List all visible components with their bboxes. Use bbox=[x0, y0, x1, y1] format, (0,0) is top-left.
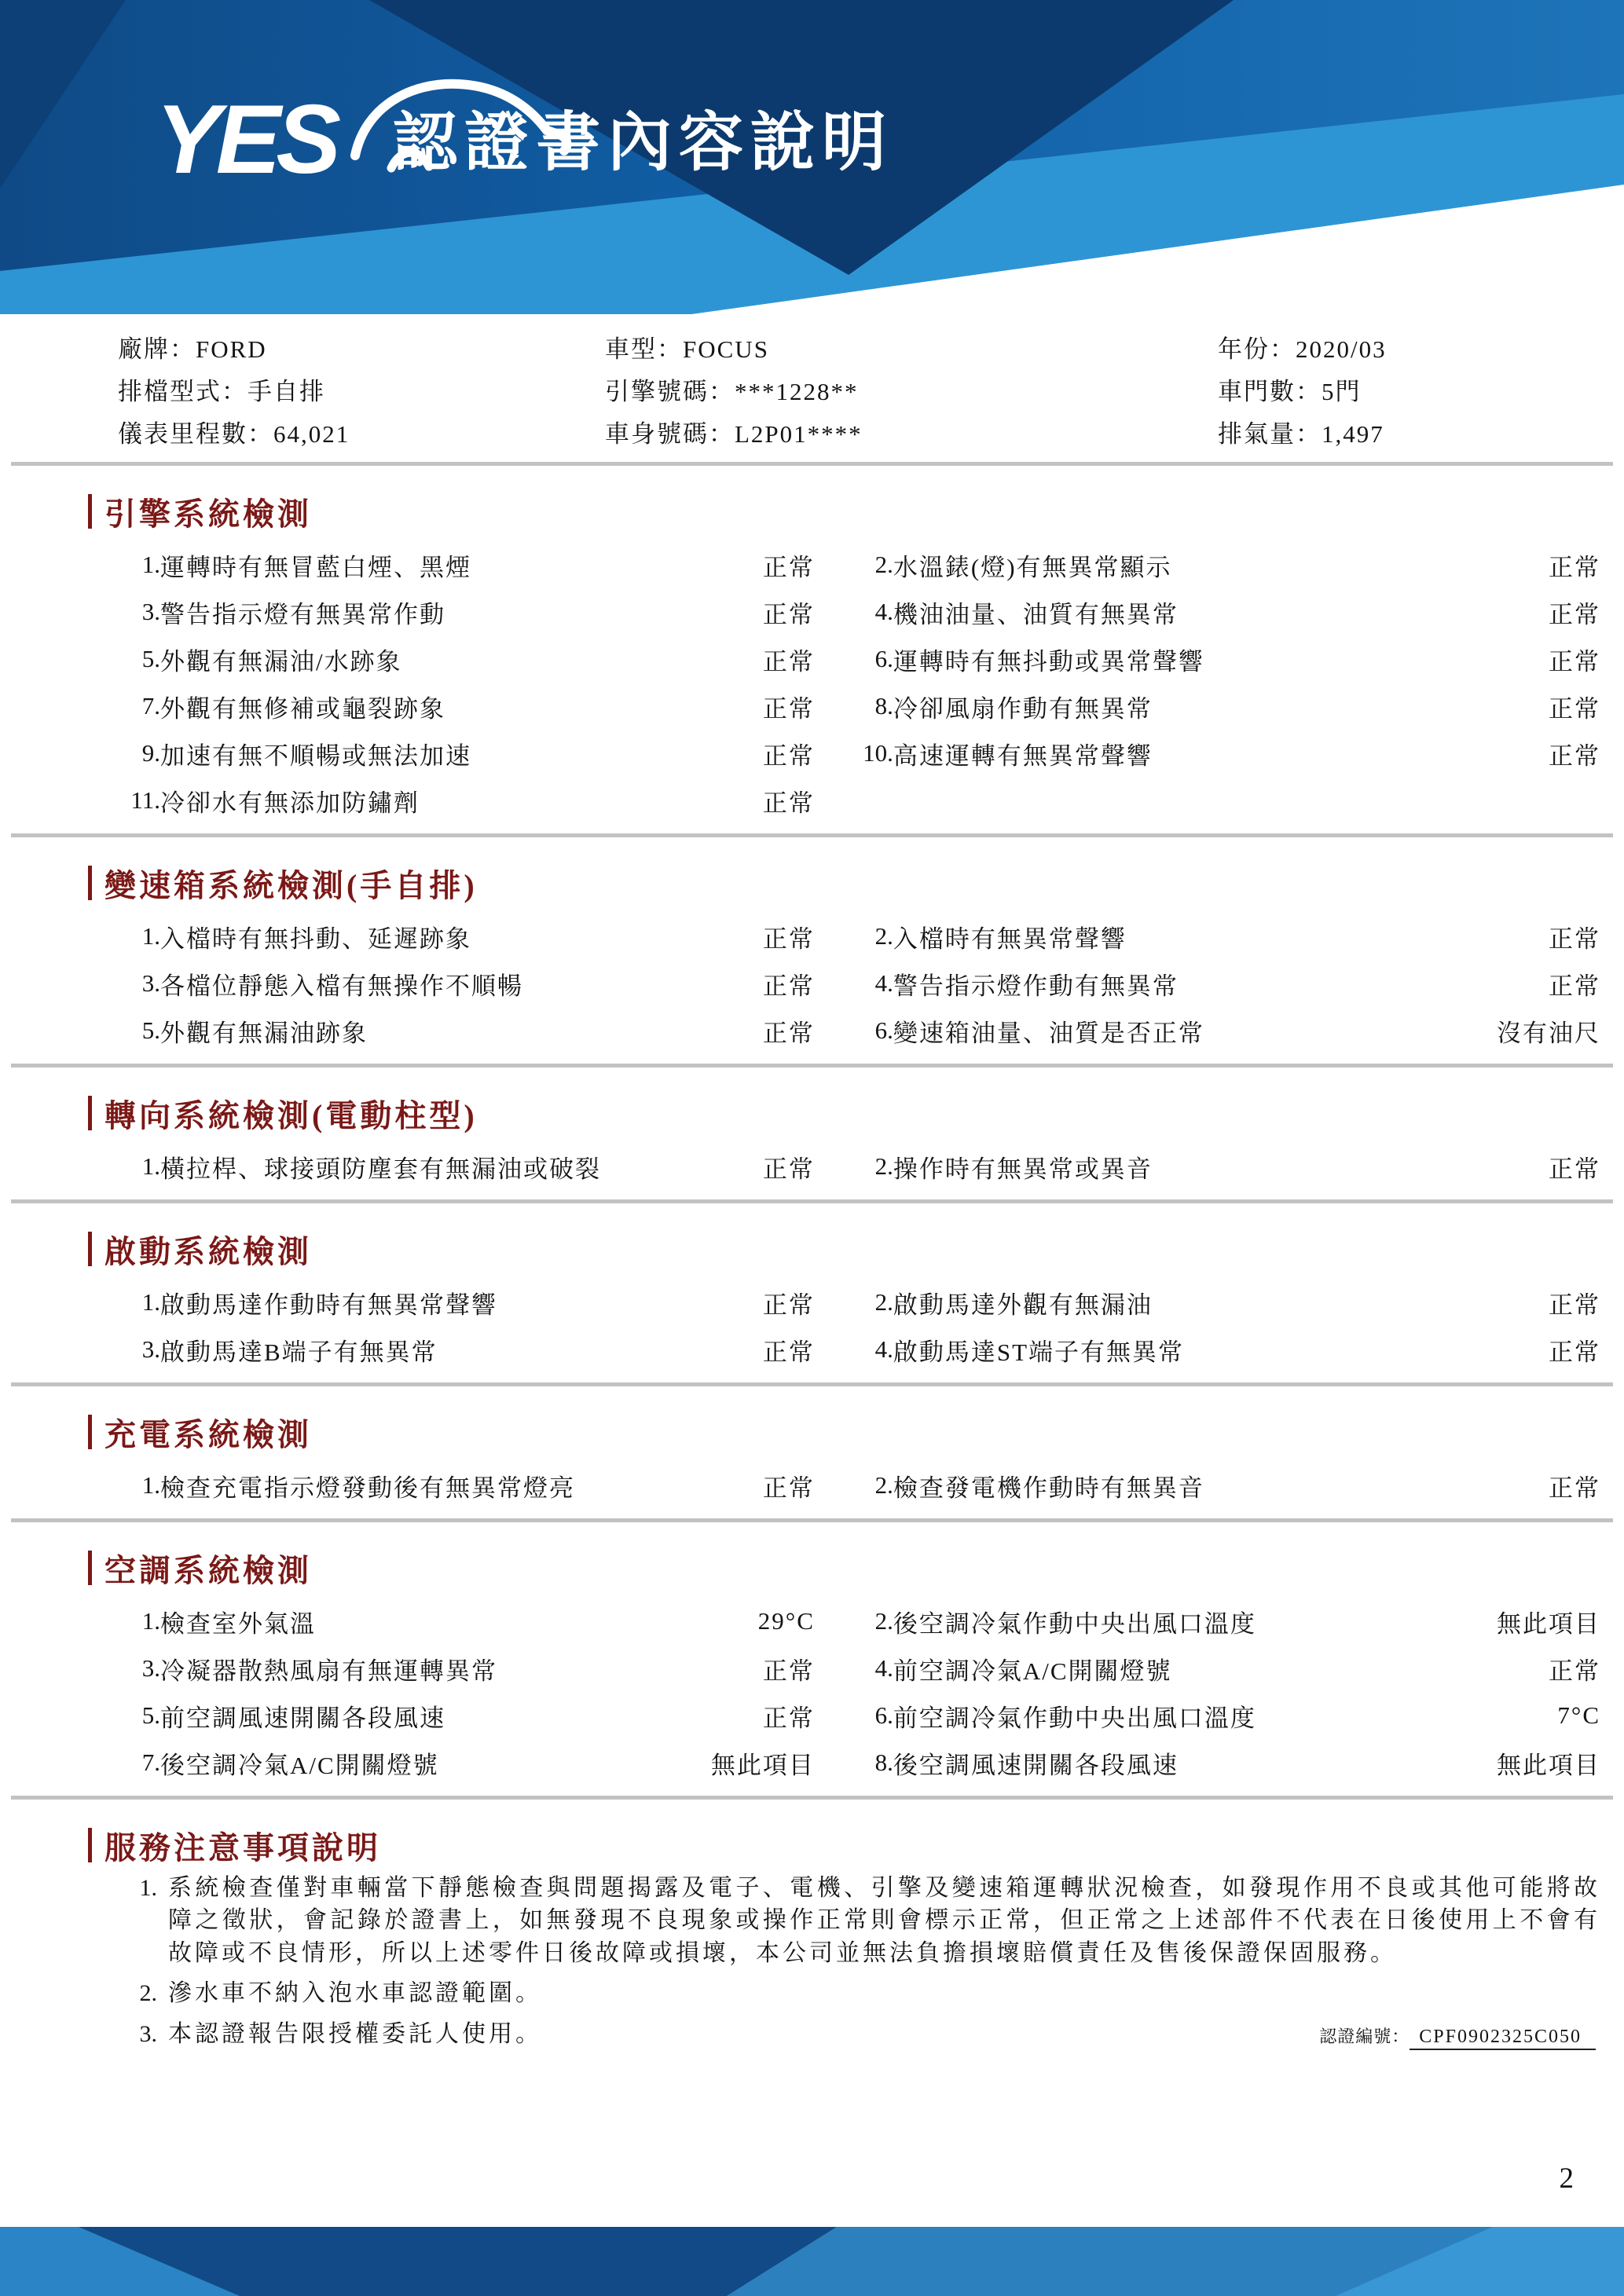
section-title: 服務注意事項說明 bbox=[104, 1829, 381, 1866]
info-model: 車型：FOCUS bbox=[605, 335, 769, 363]
item-number: 10. bbox=[863, 739, 893, 767]
item-value: 正常 bbox=[762, 600, 815, 628]
item-value: 正常 bbox=[1549, 647, 1600, 676]
info-displacement: 排氣量：1,497 bbox=[1218, 419, 1384, 448]
item-number: 6. bbox=[874, 1701, 893, 1729]
item-label: 檢查發電機作動時有無異音 bbox=[893, 1474, 1204, 1502]
inspection-row bbox=[118, 1007, 1600, 1054]
section-starting bbox=[0, 1230, 1624, 1386]
item-label: 運轉時有無冒藍白煙、黑煙 bbox=[160, 553, 471, 581]
item-label: 冷卻水有無添加防鏽劑 bbox=[160, 789, 420, 817]
section-transmission bbox=[0, 864, 1624, 1067]
section-title: 充電系統檢測 bbox=[104, 1416, 312, 1452]
item-number: 6. bbox=[874, 1016, 893, 1044]
vehicle-info bbox=[118, 325, 1600, 452]
item-label: 前空調風速開關各段風速 bbox=[160, 1704, 445, 1732]
item-value: 正常 bbox=[1549, 1338, 1600, 1366]
item-number: 11. bbox=[130, 786, 160, 814]
certificate-number-value: CPF0902325C050 bbox=[1410, 2027, 1596, 2050]
item-number: 2. bbox=[874, 922, 893, 950]
section-accent-bar bbox=[88, 1551, 92, 1585]
header-banner bbox=[0, 0, 1624, 314]
item-value: 正常 bbox=[762, 647, 815, 676]
inspection-row bbox=[118, 1598, 1600, 1645]
item-number: 8. bbox=[874, 692, 893, 720]
info-brand: 廠牌：FORD bbox=[118, 335, 267, 363]
item-label: 後空調冷氣作動中央出風口溫度 bbox=[893, 1609, 1256, 1638]
item-value: 正常 bbox=[1549, 1291, 1600, 1319]
section-engine bbox=[0, 493, 1624, 837]
item-number: 2. bbox=[874, 551, 893, 578]
item-label: 外觀有無漏油/水跡象 bbox=[160, 647, 402, 676]
section-accent-bar bbox=[88, 1096, 92, 1130]
item-value: 7°C bbox=[1557, 1701, 1600, 1729]
item-number: 1. bbox=[141, 1471, 160, 1499]
inspection-row bbox=[118, 777, 1600, 824]
item-number: 4. bbox=[874, 969, 893, 997]
item-value: 正常 bbox=[762, 1704, 815, 1732]
page-title: 認證書內容說明 bbox=[393, 107, 894, 178]
item-number: 7. bbox=[141, 692, 160, 720]
item-label: 啟動馬達作動時有無異常聲響 bbox=[160, 1291, 497, 1319]
item-number: 4. bbox=[874, 1335, 893, 1363]
inspection-row bbox=[118, 730, 1600, 777]
item-number: 1. bbox=[141, 1607, 160, 1635]
item-value: 正常 bbox=[762, 694, 815, 723]
divider bbox=[11, 1064, 1613, 1067]
service-note bbox=[118, 1872, 1600, 1969]
inspection-row bbox=[118, 635, 1600, 683]
info-doors: 車門數：5門 bbox=[1218, 377, 1362, 405]
item-label: 高速運轉有無異常聲響 bbox=[893, 742, 1153, 770]
item-label: 入檔時有無異常聲響 bbox=[893, 925, 1127, 953]
note-number: 3. bbox=[139, 2020, 157, 2047]
divider bbox=[11, 1796, 1613, 1800]
item-value: 正常 bbox=[1549, 742, 1600, 770]
item-number: 3. bbox=[141, 598, 160, 625]
section-title: 轉向系統檢測(電動柱型) bbox=[104, 1097, 478, 1133]
item-value: 正常 bbox=[762, 1474, 815, 1502]
item-label: 加速有無不順暢或無法加速 bbox=[160, 742, 471, 770]
section-service-notes bbox=[0, 1826, 1624, 2050]
item-label: 各檔位靜態入檔有無操作不順暢 bbox=[160, 972, 523, 1000]
certificate-number-label: 認證編號： bbox=[1319, 2026, 1410, 2046]
item-label: 檢查室外氣溫 bbox=[160, 1609, 316, 1638]
section-accent-bar bbox=[88, 1232, 92, 1266]
footer-background bbox=[0, 2227, 1624, 2296]
page-number: 2 bbox=[1559, 2162, 1574, 2195]
item-number: 2. bbox=[874, 1288, 893, 1316]
section-steering bbox=[0, 1094, 1624, 1203]
item-number: 1. bbox=[141, 922, 160, 950]
item-number: 8. bbox=[874, 1749, 893, 1776]
item-value: 正常 bbox=[762, 1291, 815, 1319]
item-value: 正常 bbox=[762, 972, 815, 1000]
item-label: 入檔時有無抖動、延遲跡象 bbox=[160, 925, 471, 953]
item-value: 正常 bbox=[762, 1155, 815, 1183]
item-value: 正常 bbox=[762, 742, 815, 770]
service-notes-list bbox=[118, 1872, 1600, 2050]
item-label: 機油油量、油質有無異常 bbox=[893, 600, 1179, 628]
inspection-row bbox=[118, 1462, 1600, 1509]
section-title: 變速箱系統檢測(手自排) bbox=[104, 867, 478, 903]
item-value: 正常 bbox=[762, 1657, 815, 1685]
item-value: 正常 bbox=[1549, 925, 1600, 953]
item-value: 正常 bbox=[1549, 1657, 1600, 1685]
item-label: 檢查充電指示燈發動後有無異常燈亮 bbox=[160, 1474, 575, 1502]
item-label: 警告指示燈有無異常作動 bbox=[160, 600, 445, 628]
item-label: 警告指示燈作動有無異常 bbox=[893, 972, 1179, 1000]
note-text: 本認證報告限授權委託人使用。 bbox=[168, 2020, 542, 2047]
inspection-row bbox=[118, 1279, 1600, 1326]
divider bbox=[11, 1382, 1613, 1386]
info-transmission: 排檔型式：手自排 bbox=[118, 377, 325, 405]
certificate-number bbox=[1319, 2022, 1596, 2049]
note-number: 2. bbox=[139, 1980, 157, 2007]
item-value: 正常 bbox=[762, 553, 815, 581]
item-label: 啟動馬達B端子有無異常 bbox=[160, 1338, 438, 1366]
item-label: 操作時有無異常或異音 bbox=[893, 1155, 1153, 1183]
inspection-row bbox=[118, 1143, 1600, 1190]
divider bbox=[11, 462, 1613, 466]
divider bbox=[11, 833, 1613, 837]
item-number: 3. bbox=[141, 1335, 160, 1363]
inspection-row bbox=[118, 541, 1600, 588]
section-charging bbox=[0, 1413, 1624, 1522]
section-accent-bar bbox=[88, 866, 92, 900]
item-label: 變速箱油量、油質是否正常 bbox=[893, 1019, 1204, 1047]
item-number: 5. bbox=[141, 645, 160, 672]
inspection-row bbox=[118, 913, 1600, 960]
item-number: 4. bbox=[874, 598, 893, 625]
item-number: 6. bbox=[874, 645, 893, 672]
item-value: 正常 bbox=[1549, 553, 1600, 581]
item-value: 正常 bbox=[762, 1019, 815, 1047]
inspection-row bbox=[118, 588, 1600, 635]
note-number: 1. bbox=[139, 1875, 157, 1901]
inspection-row bbox=[118, 1692, 1600, 1739]
item-number: 9. bbox=[141, 739, 160, 767]
note-text: 滲水車不納入泡水車認證範圍。 bbox=[168, 1980, 542, 2007]
item-label: 水溫錶(燈)有無異常顯示 bbox=[893, 553, 1172, 581]
item-label: 啟動馬達ST端子有無異常 bbox=[893, 1338, 1185, 1366]
inspection-row bbox=[118, 1326, 1600, 1373]
item-value: 沒有油尺 bbox=[1497, 1019, 1600, 1047]
item-number: 1. bbox=[141, 551, 160, 578]
item-number: 2. bbox=[874, 1471, 893, 1499]
info-mileage: 儀表里程數：64,021 bbox=[118, 419, 350, 448]
item-number: 2. bbox=[874, 1607, 893, 1635]
item-label: 前空調冷氣作動中央出風口溫度 bbox=[893, 1704, 1256, 1732]
item-value: 無此項目 bbox=[710, 1751, 815, 1779]
item-number: 4. bbox=[874, 1654, 893, 1682]
info-vin: 車身號碼：L2P01**** bbox=[605, 419, 863, 448]
section-accent-bar bbox=[88, 494, 92, 529]
info-engine-no: 引擎號碼：***1228** bbox=[605, 377, 859, 405]
item-value: 正常 bbox=[762, 1338, 815, 1366]
item-label: 冷卻風扇作動有無異常 bbox=[893, 694, 1153, 723]
section-ac bbox=[0, 1549, 1624, 1800]
item-value: 正常 bbox=[1549, 600, 1600, 628]
item-value: 正常 bbox=[1549, 972, 1600, 1000]
item-value: 無此項目 bbox=[1497, 1751, 1600, 1779]
item-label: 橫拉桿、球接頭防塵套有無漏油或破裂 bbox=[160, 1155, 601, 1183]
certificate-body bbox=[0, 314, 1624, 2058]
item-number: 5. bbox=[141, 1701, 160, 1729]
section-title: 啟動系統檢測 bbox=[104, 1233, 312, 1269]
item-value: 正常 bbox=[1549, 694, 1600, 723]
inspection-row bbox=[118, 683, 1600, 730]
inspection-row bbox=[118, 1739, 1600, 1786]
section-title: 空調系統檢測 bbox=[104, 1552, 312, 1588]
note-text: 系統檢查僅對車輛當下靜態檢查與問題揭露及電子、電機、引擎及變速箱運轉狀況檢查，如發現作用不良或其他可能將故障之徵狀，會記錄於證書上，如無發現不良現象或操作正常則會標示正常，但正常之上述部件不代表在日後使用上不會有故障或不良情形，所以上述零件日後故障或損壞，本公司並無法負擔損壞賠償責任及售後保證保固服務。 bbox=[168, 1875, 1600, 1966]
section-title: 引擎系統檢測 bbox=[104, 496, 312, 532]
item-value: 正常 bbox=[762, 925, 815, 953]
yes-logo-text: YES bbox=[156, 86, 337, 194]
item-number: 1. bbox=[141, 1288, 160, 1316]
item-value: 無此項目 bbox=[1497, 1609, 1600, 1638]
item-label: 外觀有無修補或龜裂跡象 bbox=[160, 694, 445, 723]
item-label: 前空調冷氣A/C開關燈號 bbox=[893, 1657, 1172, 1685]
inspection-row bbox=[118, 960, 1600, 1007]
inspection-row bbox=[118, 1645, 1600, 1692]
footer-banner bbox=[0, 2227, 1624, 2296]
item-number: 2. bbox=[874, 1152, 893, 1180]
item-label: 後空調風速開關各段風速 bbox=[893, 1751, 1179, 1779]
item-label: 外觀有無漏油跡象 bbox=[160, 1019, 368, 1047]
item-value: 正常 bbox=[1549, 1474, 1600, 1502]
item-value: 正常 bbox=[762, 789, 815, 817]
item-number: 5. bbox=[141, 1016, 160, 1044]
item-value: 正常 bbox=[1549, 1155, 1600, 1183]
item-label: 運轉時有無抖動或異常聲響 bbox=[893, 647, 1204, 676]
service-note bbox=[118, 1977, 1600, 2009]
info-year: 年份：2020/03 bbox=[1218, 335, 1387, 363]
item-number: 3. bbox=[141, 969, 160, 997]
item-label: 冷凝器散熱風扇有無運轉異常 bbox=[160, 1657, 497, 1685]
section-accent-bar bbox=[88, 1415, 92, 1449]
divider bbox=[11, 1518, 1613, 1522]
divider bbox=[11, 1199, 1613, 1203]
item-number: 3. bbox=[141, 1654, 160, 1682]
item-value: 29°C bbox=[757, 1607, 815, 1635]
item-number: 7. bbox=[141, 1749, 160, 1776]
item-label: 啟動馬達外觀有無漏油 bbox=[893, 1291, 1153, 1319]
section-accent-bar bbox=[88, 1828, 92, 1862]
item-number: 1. bbox=[141, 1152, 160, 1180]
item-label: 後空調冷氣A/C開關燈號 bbox=[160, 1751, 439, 1779]
